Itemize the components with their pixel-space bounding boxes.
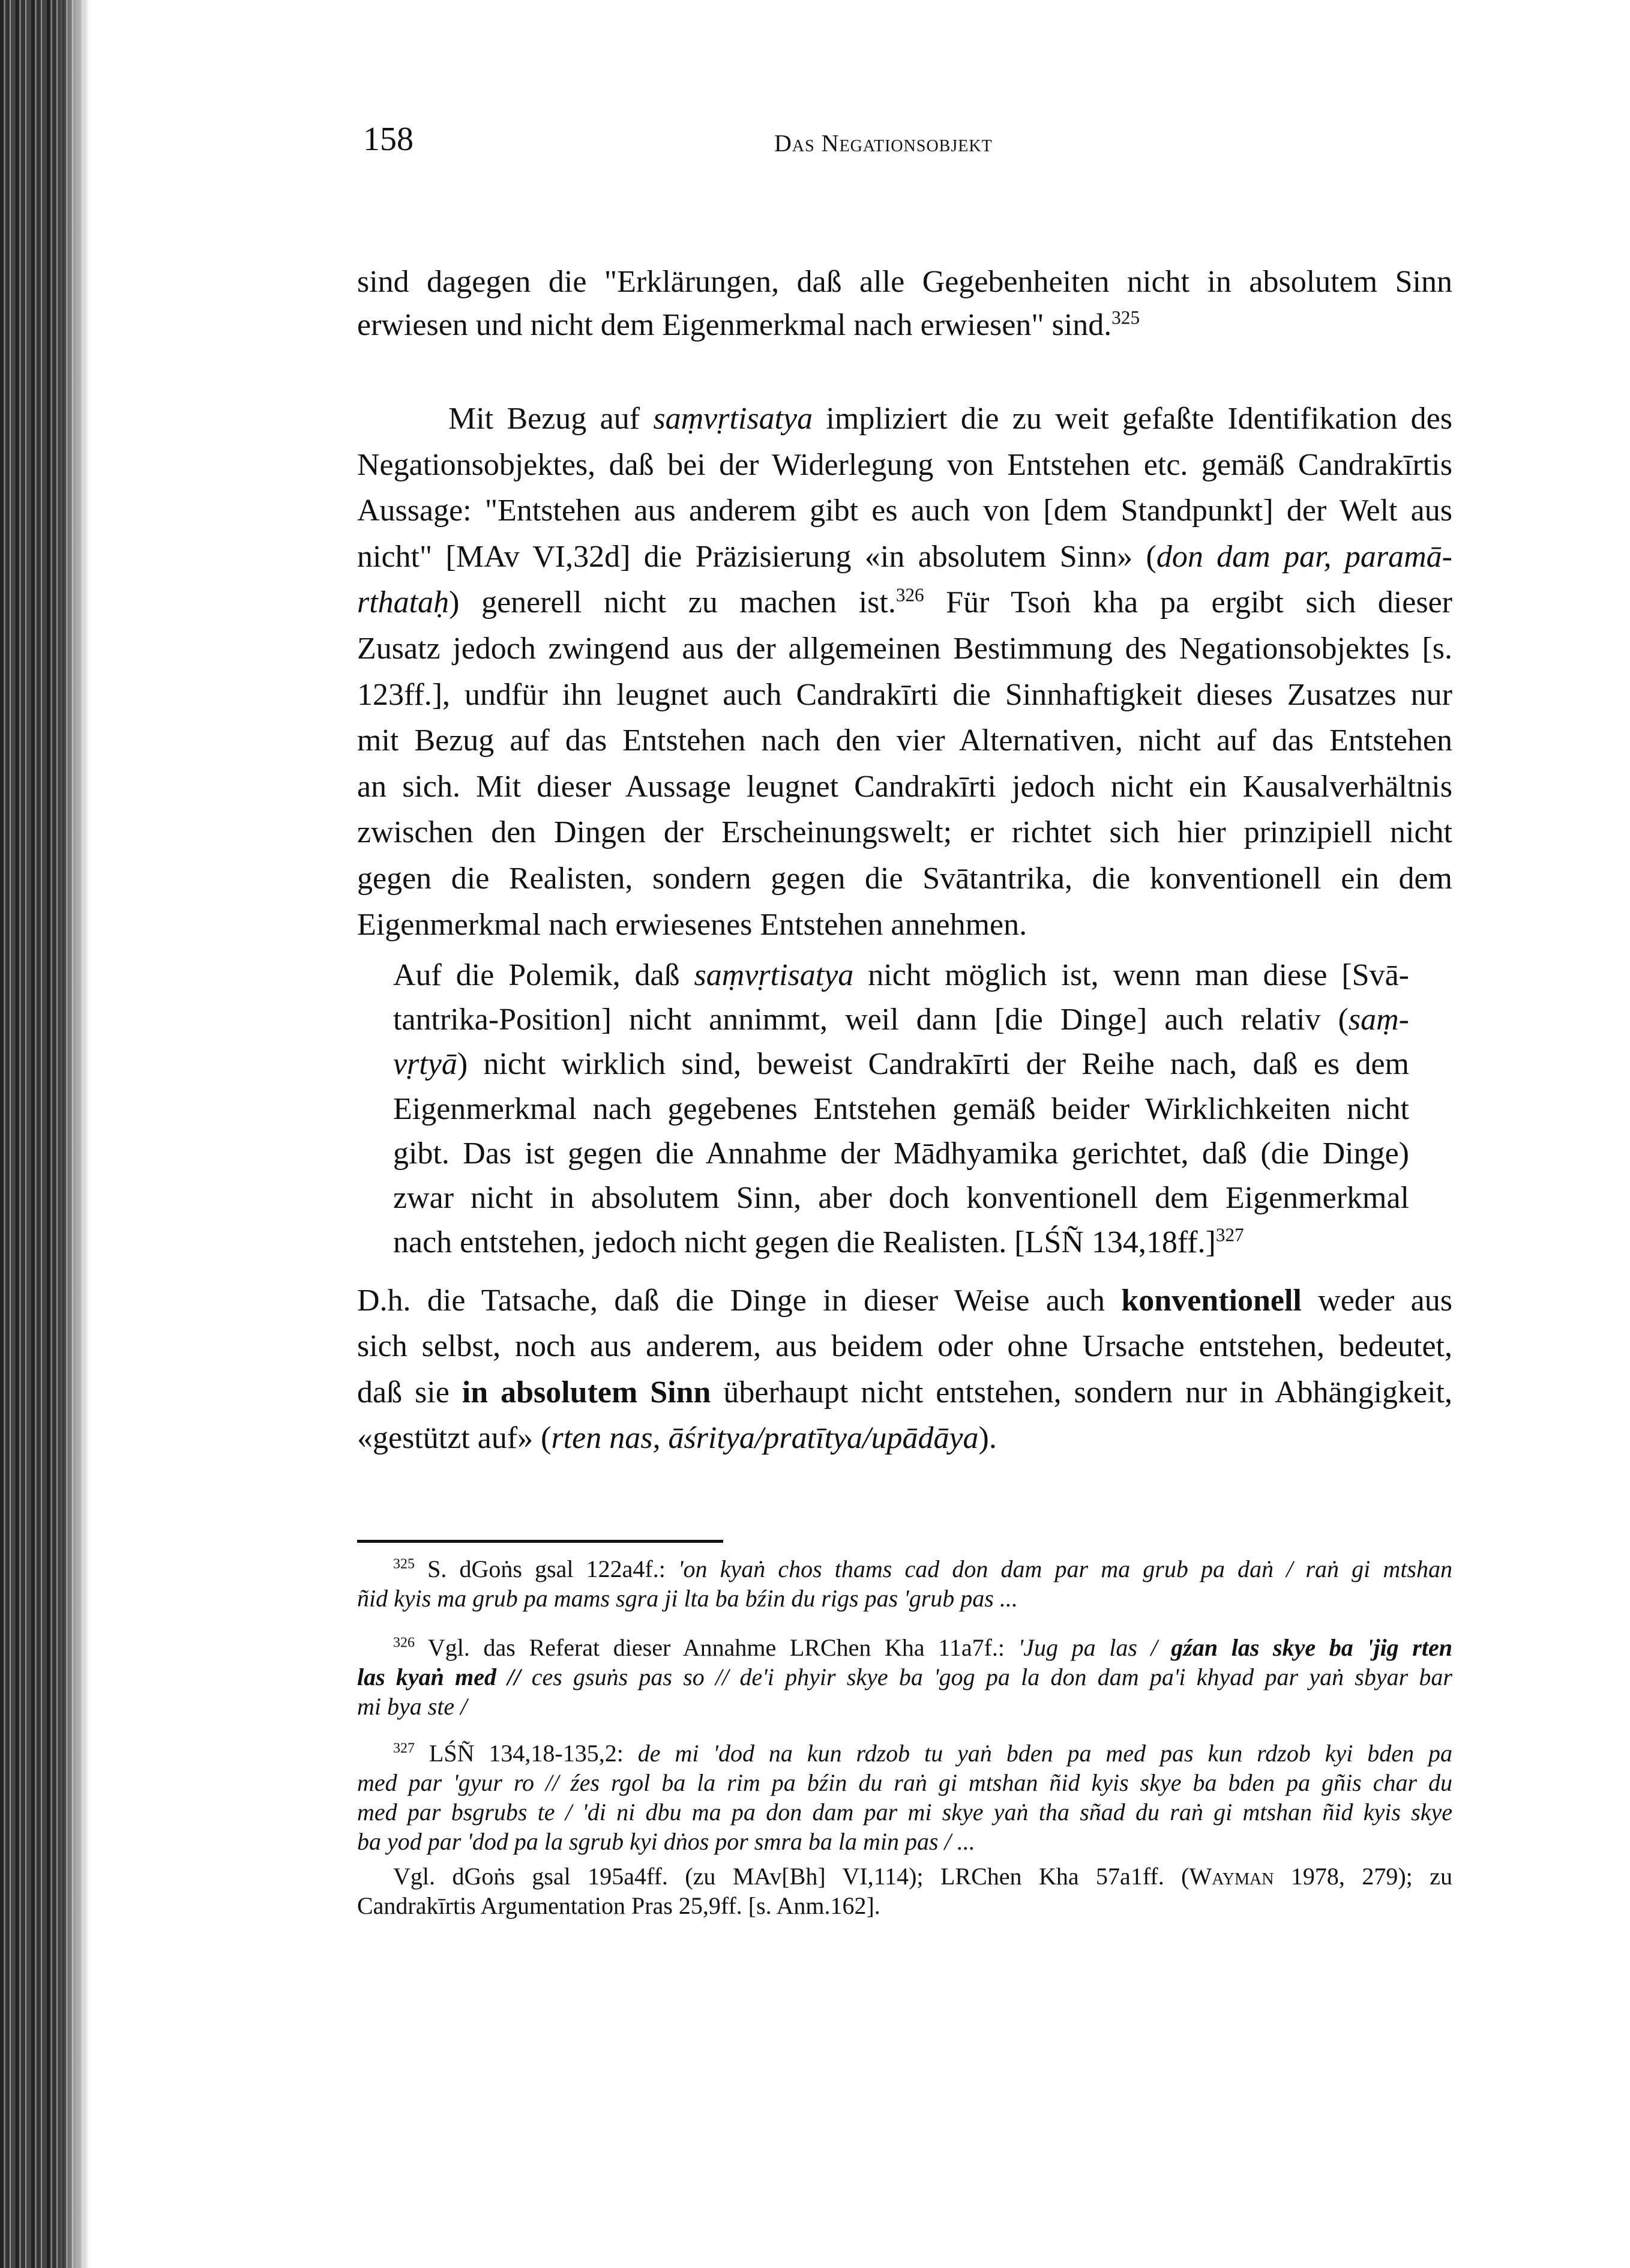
text-span: 'Jug pa las / [1018,1634,1171,1661]
text-line [393,1042,1409,1087]
text-span: nicht möglich ist, wenn man diese [Svā- [853,958,1409,992]
text-line [393,1220,1409,1265]
text-span: ces gsuṅs pas so // de'i phyir skye ba 'gog pa la don dam pa'i khyad par yaṅ sbyar bar [520,1663,1452,1690]
text-span: in absolutem Sinn [462,1375,711,1410]
text-span: tantrika-Position] nicht annimmt, weil dann [die Dinge] auch relativ ( [393,1003,1349,1037]
text-line [357,902,1452,949]
text-line [357,1692,1452,1721]
text-line [357,1768,1452,1797]
text-span: überhaupt nicht entstehen, sondern nur in Abhängigkeit, [711,1375,1452,1410]
text-span: med par 'gyur ro // źes rgol ba la rim pa bźin du raṅ gi mtshan ñid kyis skye ba bden pa gñis char du [357,1769,1452,1796]
text-span: D.h. die Tatsache, daß die Dinge in dieser Weise auch [357,1283,1122,1318]
text-span: nach entstehen, jedoch nicht gegen die Realisten. [LŚÑ 134,18ff.] [393,1225,1216,1260]
text-line [357,1862,1452,1891]
text-line [393,1132,1409,1176]
text-line [357,856,1452,902]
page-number: 158 [363,121,414,158]
text-span: vṛtyā [393,1047,457,1082]
text-span: ) nicht wirklich sind, beweist Candrakīrti der Reihe nach, daß es dem [457,1047,1409,1082]
text-span: mi bya ste / [357,1693,468,1720]
text-span: 1978, 279); zu [1274,1863,1452,1890]
paragraph-3 [357,1278,1452,1461]
text-line [357,261,1452,304]
text-line [357,1554,1452,1584]
text-span: «gestützt auf» ( [357,1420,552,1455]
text-span: ). [978,1420,997,1455]
text-line [357,534,1452,581]
text-span: erwiesen und nicht dem Eigenmerkmal nach erwiesen" sind. [357,308,1112,342]
text-span: rthataḥ [357,585,450,620]
book-binding-shadow [0,0,90,2268]
text-span: zwischen den Dingen der Erscheinungswelt; er richtet sich hier prinzipiell nicht [357,815,1452,850]
footnote-separator [357,1540,723,1543]
text-span: rten nas, āśritya/pratītya/upādāya [551,1420,979,1455]
footnote-reference: 327 [393,1740,415,1757]
footnote-reference: 327 [1215,1224,1244,1246]
text-span: Aussage: "Entstehen aus anderem gibt es auch von [dem Standpunkt] der Welt aus [357,493,1452,528]
text-span: daß sie [357,1375,462,1410]
footnote-327-continued [357,1862,1452,1920]
text-line [357,1739,1452,1768]
text-line [357,1278,1452,1324]
text-line [357,810,1452,856]
text-span: nicht" [MAv VI,32d] die Präzisierung «in absolutem Sinn» ( [357,539,1156,574]
text-span: Vgl. das Referat dieser Annahme LRChen Kha 11a7f.: [415,1634,1018,1661]
text-line [357,1416,1452,1461]
text-span: saṃvṛtisatya [653,402,813,436]
text-span: mit Bezug auf das Entstehen nach den vier Alternativen, nicht auf das Entstehen [357,723,1452,758]
footnote-reference: 326 [393,1635,415,1651]
text-span: gibt. Das ist gegen die Annahme der Mādhyamika gerichtet, daß (die Dinge) [393,1136,1409,1171]
text-span: gźan las skye ba 'jig rten [1171,1634,1452,1661]
text-line [357,1891,1452,1920]
text-span: 'on kyaṅ chos thams cad don dam par ma grub pa daṅ / raṅ gi mtshan [678,1555,1452,1582]
text-line [357,1633,1452,1662]
text-line [357,580,1452,626]
text-span: Auf die Polemik, daß [393,958,694,992]
text-line [357,1584,1452,1613]
text-span: ñid kyis ma grub pa mams sgra ji lta ba bźin du rigs pas 'grub pas ... [357,1585,1018,1612]
text-line [357,488,1452,534]
text-line [357,396,1452,442]
text-span: Für Tsoṅ kha pa ergibt sich dieser [924,585,1453,620]
paragraph-2 [357,396,1452,948]
text-line [393,1176,1409,1220]
text-line [357,1324,1452,1369]
text-line [393,953,1409,998]
text-line [357,1662,1452,1692]
footnote-327 [357,1739,1452,1856]
text-line [357,672,1452,719]
text-span: Negationsobjektes, daß bei der Widerlegung von Entstehen etc. gemäß Candrakīrtis [357,447,1452,482]
text-line [393,998,1409,1042]
text-span: las kyaṅ med // [357,1663,521,1690]
text-span: de mi 'dod na kun rdzob tu yaṅ bden pa med pas kun rdzob kyi bden pa [637,1740,1452,1767]
footnote-reference: 325 [393,1556,415,1572]
text-line [357,1797,1452,1827]
text-line [357,1370,1452,1416]
text-span: konventionell [1121,1283,1302,1318]
text-span: med par bsgrubs te / 'di ni dbu ma pa don dam par mi skye yaṅ tha sñad du raṅ gi mtshan ñid kyis skye [357,1799,1452,1826]
text-span: Zusatz jedoch zwingend aus der allgemeinen Bestimmung des Negationsobjektes [s. [357,631,1452,666]
text-span: gegen die Realisten, sondern gegen die Svātantrika, die konventionell ein dem [357,861,1452,896]
text-span: ba yod par 'dod pa la sgrub kyi dṅos por smra ba la min pas / ... [357,1828,975,1855]
text-span: don dam par, paramā- [1156,539,1452,574]
text-span: zwar nicht in absolutem Sinn, aber doch konventionell dem Eigenmerkmal [393,1181,1409,1216]
text-span: saṃvṛtisatya [694,958,854,992]
text-span: Wayman [1189,1863,1274,1890]
text-span: an sich. Mit dieser Aussage leugnet Candrakīrti jedoch nicht ein Kausalverhältnis [357,769,1452,804]
running-head: Das Negationsobjekt [774,130,993,157]
text-line [357,442,1452,489]
paragraph-1 [357,261,1452,347]
text-span: saṃ- [1348,1003,1409,1037]
footnote-reference: 326 [895,584,924,606]
text-line [357,764,1452,810]
text-line [357,718,1452,764]
footnote-326 [357,1633,1452,1721]
text-span: LŚÑ 134,18-135,2: [415,1740,638,1767]
footnote-325 [357,1554,1452,1613]
footnote-reference: 325 [1111,307,1140,328]
text-span: Eigenmerkmal nach gegebenes Entstehen gemäß beider Wirklichkeiten nicht [393,1091,1409,1126]
text-span: sind dagegen die "Erklärungen, daß alle Gegebenheiten nicht in absolutem Sinn [357,265,1452,299]
text-line [393,1087,1409,1132]
text-span: S. dGoṅs gsal 122a4f.: [415,1555,678,1582]
text-line [357,304,1452,347]
text-span: Candrakīrtis Argumentation Pras 25,9ff. [s. Anm.162]. [357,1892,880,1919]
text-span: Eigenmerkmal nach erwiesenes Entstehen annehmen. [357,907,1027,942]
text-span: 123ff.], undfür ihn leugnet auch Candrakīrti die Sinnhaftigkeit dieses Zusatzes nur [357,677,1452,712]
text-span: Mit Bezug auf [448,402,654,436]
block-quote [393,953,1409,1265]
text-span: weder aus [1301,1283,1452,1318]
text-span: sich selbst, noch aus anderem, aus beidem oder ohne Ursache entstehen, bedeutet, [357,1329,1452,1364]
text-line [357,626,1452,672]
text-span: Vgl. dGoṅs gsal 195a4ff. (zu MAv[Bh] VI,114); LRChen Kha 57a1ff. ( [393,1863,1189,1890]
text-span: ) generell nicht zu machen ist. [449,585,896,620]
text-span: impliziert die zu weit gefaßte Identifikation des [813,402,1452,436]
text-line [357,1827,1452,1856]
